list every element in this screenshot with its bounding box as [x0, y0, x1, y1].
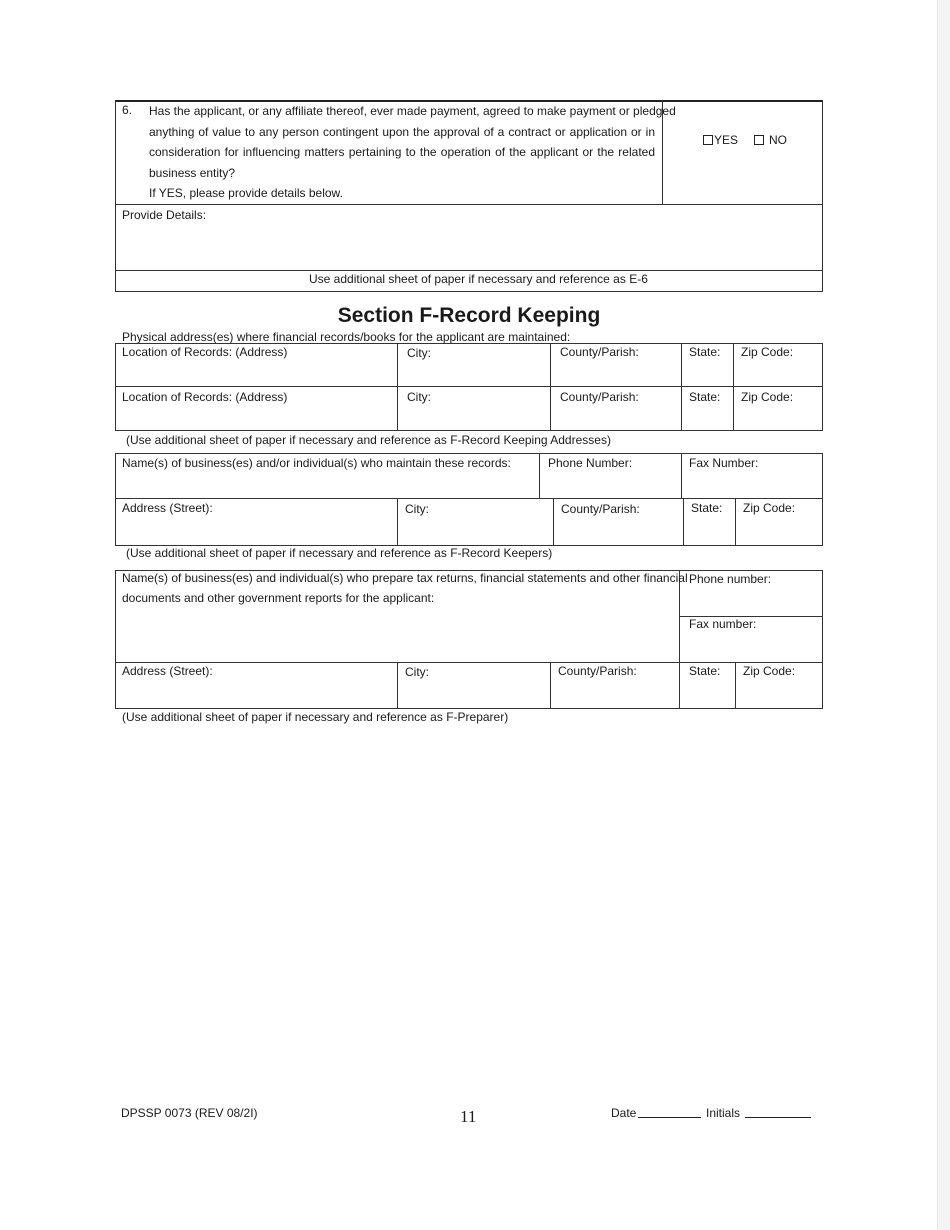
question-6-text — [149, 101, 676, 204]
question-number: 6. — [122, 103, 133, 117]
keepers-state-label: State: — [691, 501, 723, 515]
date-label: Date — [611, 1106, 637, 1120]
keepers-names-label: Name(s) of business(es) and/or individual(s) who maintain these records: — [122, 456, 511, 470]
initials-field[interactable] — [745, 1107, 811, 1118]
details-field[interactable] — [116, 222, 822, 268]
address-label: Location of Records: (Address) — [122, 390, 288, 404]
physical-address-intro: Physical address(es) where financial records/books for the applicant are maintained: — [122, 330, 571, 344]
question-line: If YES, please provide details below. — [149, 186, 343, 201]
preparer-names-line-1: Name(s) of business(es) and individual(s) who prepare tax returns, financial statements and other financial — [122, 571, 688, 585]
city-label: City: — [407, 346, 431, 360]
county-label: County/Parish: — [560, 345, 639, 359]
keepers-note: (Use additional sheet of paper if necessary and reference as F-Record Keepers) — [126, 546, 553, 560]
initials-label: Initials — [706, 1106, 741, 1120]
keepers-zip-label: Zip Code: — [743, 501, 796, 515]
question-line: anything of value to any person contingent upon the approval of a contract or application or in — [149, 124, 655, 139]
state-label: State: — [689, 345, 721, 359]
keepers-city-label: City: — [405, 502, 429, 516]
preparer-note: (Use additional sheet of paper if necessary and reference as F-Preparer) — [122, 710, 509, 724]
provide-details-label: Provide Details: — [122, 208, 207, 222]
state-label: State: — [689, 390, 721, 404]
section-f-title: Section F-Record Keeping — [337, 304, 601, 327]
zip-label: Zip Code: — [741, 390, 794, 404]
county-label: County/Parish: — [560, 390, 639, 404]
preparer-phone-label: Phone number: — [689, 572, 772, 586]
no-label: NO — [769, 133, 787, 147]
page-number: 11 — [460, 1107, 477, 1126]
keepers-county-label: County/Parish: — [561, 502, 640, 516]
address-label: Location of Records: (Address) — [122, 345, 288, 359]
records-note: (Use additional sheet of paper if necessary and reference as F-Record Keeping Addresses) — [126, 433, 611, 447]
preparer-county-label: County/Parish: — [558, 664, 637, 678]
yes-checkbox[interactable] — [703, 135, 713, 145]
e6-note: Use additional sheet of paper if necessary and reference as E-6 — [309, 272, 648, 286]
zip-label: Zip Code: — [741, 345, 794, 359]
question-line: business entity? — [149, 165, 236, 180]
preparer-zip-label: Zip Code: — [743, 664, 796, 678]
form-id: DPSSP 0073 (REV 08/2I) — [121, 1106, 258, 1120]
question-line: consideration for influencing matters pertaining to the operation of the applicant or the related — [149, 145, 655, 160]
keepers-address-label: Address (Street): — [122, 501, 213, 515]
scan-page-edge — [937, 0, 950, 1230]
city-label: City: — [407, 390, 431, 404]
no-checkbox[interactable] — [754, 135, 764, 145]
yes-label: YES — [714, 133, 739, 147]
preparer-names-line-2: documents and other government reports for the applicant: — [122, 591, 435, 605]
preparer-address-label: Address (Street): — [122, 664, 213, 678]
keepers-phone-label: Phone Number: — [548, 456, 633, 470]
keepers-fax-label: Fax Number: — [689, 456, 759, 470]
date-field[interactable] — [638, 1107, 701, 1118]
preparer-city-label: City: — [405, 665, 429, 679]
preparer-state-label: State: — [689, 664, 721, 678]
preparer-fax-label: Fax number: — [689, 617, 757, 631]
question-line: Has the applicant, or any affiliate thereof, ever made payment, agreed to make payment or pledged — [149, 104, 676, 118]
